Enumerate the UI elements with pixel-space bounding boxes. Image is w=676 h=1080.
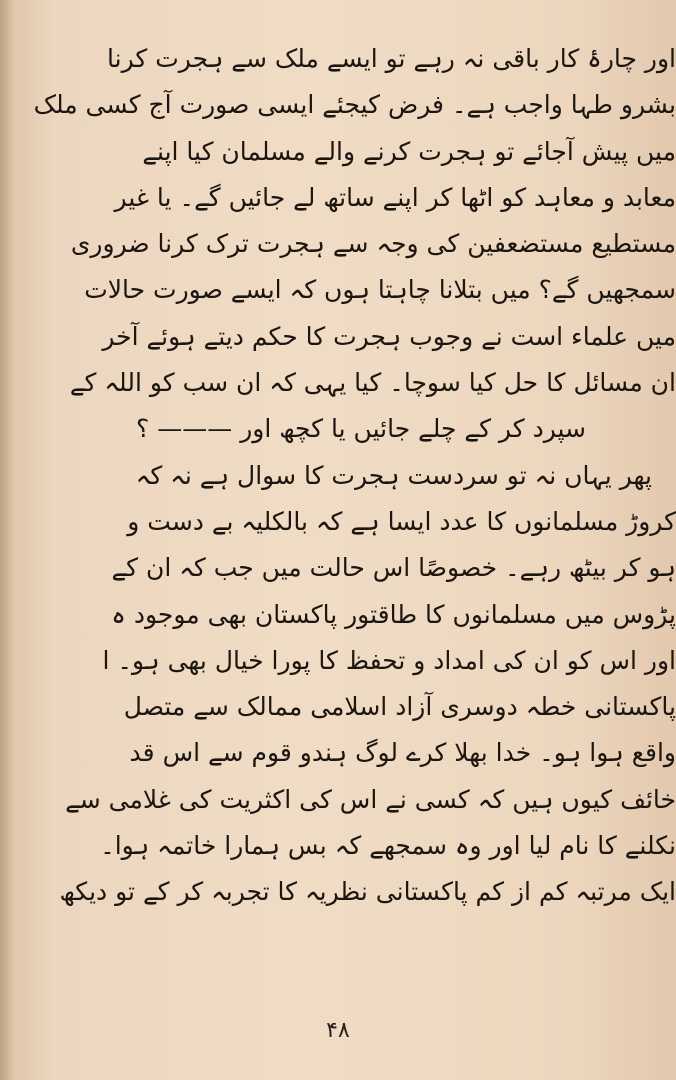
text-line: ایک مرتبہ کم از کم پاکستانی نظریہ کا تجربہ کر کے تو دیکھ xyxy=(59,877,676,907)
text-line: اور اس کو ان کی امداد و تحفظ کا پورا خیال بھی ہو۔ ا xyxy=(102,645,676,675)
text-line: بشرو طہا واجب ہے۔ فرض کیجئے ایسی صورت آج کسی ملک xyxy=(33,90,676,120)
text-line: پاکستانی خطہ دوسری آزاد اسلامی ممالک سے متصل xyxy=(123,692,676,722)
text-line: پھر یہاں نہ تو سردست ہجرت کا سوال ہے نہ کہ xyxy=(135,460,652,490)
page-number: ۴۸ xyxy=(326,1018,350,1043)
text-line: سپرد کر کے چلے جائیں یا کچھ اور ——— ؟ xyxy=(136,414,586,444)
text-line: پڑوس میں مسلمانوں کا طاقتور پاکستان بھی موجود ہ xyxy=(111,599,676,629)
text-line: واقع ہوا ہو۔ خدا بھلا کرے لوگ ہندو قوم سے اس قد xyxy=(129,738,676,768)
text-line: میں علماء است نے وجوب ہجرت کا حکم دیتے ہوئے آخر xyxy=(102,321,676,351)
text-line: ہو کر بیٹھ رہے۔ خصوصًا اس حالت میں جب کہ ان کے xyxy=(111,553,676,583)
text-line: سمجھیں گے؟ میں بتلانا چاہتا ہوں کہ ایسے صورت حالات xyxy=(84,275,676,305)
page-text xyxy=(4,36,676,916)
text-line: نکلنے کا نام لیا اور وہ سمجھے کہ بس ہمارا خاتمہ ہوا۔ xyxy=(100,831,676,861)
text-line: خائف کیوں ہیں کہ کسی نے اس کی اکثریت کی غلامی سے xyxy=(65,784,676,814)
text-line: اور چارۂ کار باقی نہ رہے تو ایسے ملک سے ہجرت کرنا xyxy=(107,44,676,73)
text-line: مستطیع مستضعفین کی وجہ سے ہجرت ترک کرنا ضروری xyxy=(70,229,676,259)
text-line: ان مسائل کا حل کیا سوچا۔ کیا یہی کہ ان سب کو اللہ کے xyxy=(69,368,676,398)
text-line: میں پیش آجائے تو ہجرت کرنے والے مسلمان کیا اپنے xyxy=(142,136,676,166)
text-line: کروڑ مسلمانوں کا عدد ایسا ہے کہ بالکلیہ بے دست و xyxy=(127,506,676,536)
text-line: معابد و معاہد کو اٹھا کر اپنے ساتھ لے جائیں گے۔ یا غیر xyxy=(114,182,676,212)
